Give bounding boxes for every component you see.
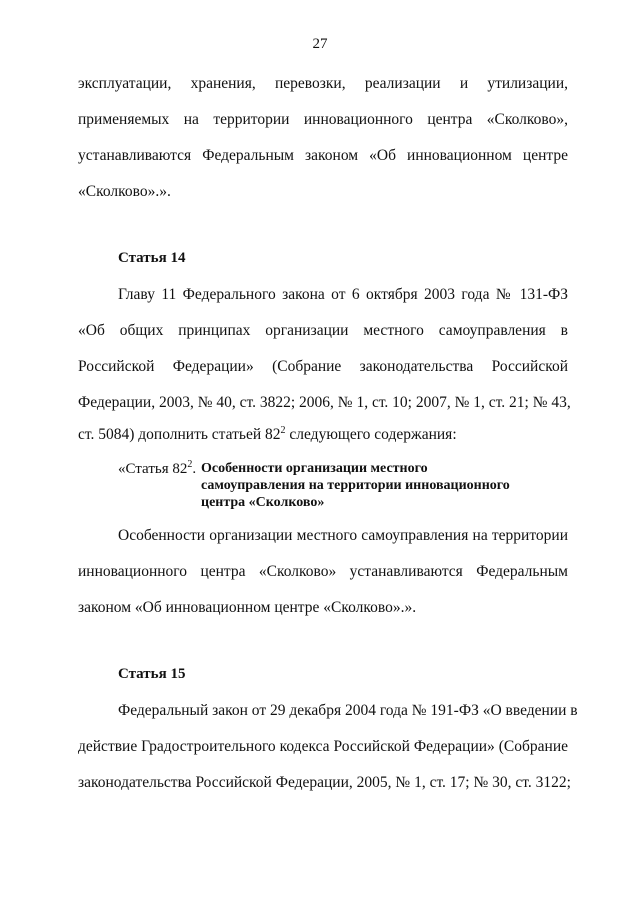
new-article-title-line-1: Особенности организации местного — [201, 461, 428, 476]
article-14-line-5 — [78, 422, 568, 444]
new-article-prefix-dot: . — [192, 461, 197, 477]
article-14-line-5-text: ст. 5084) дополнить статьей 82 — [78, 426, 281, 444]
article-15-line-3: законодательства Российской Федерации, 2005, № 1, ст. 17; № 30, ст. 3122; — [78, 774, 571, 791]
new-article-body-line-2: инновационного центра «Сколково» устанавливаются Федеральным — [78, 563, 568, 580]
article-14-line-2: «Об общих принципах организации местного самоуправления в — [78, 322, 568, 339]
article-14-heading: Статья 14 — [118, 250, 186, 266]
article-15-line-1: Федеральный закон от 29 декабря 2004 года № 191-ФЗ «О введении в — [118, 702, 578, 719]
article-14-line-4: Федерации, 2003, № 40, ст. 3822; 2006, № 1, ст. 10; 2007, № 1, ст. 21; № 43, — [78, 394, 571, 411]
intro-line-3: устанавливаются Федеральным законом «Об инновационном центре — [78, 147, 568, 164]
article-14-line-1: Главу 11 Федерального закона от 6 октября 2003 года № 131-ФЗ — [118, 286, 568, 303]
article-15-line-2: действие Градостроительного кодекса Российской Федерации» (Собрание — [78, 738, 568, 755]
new-article-body-line-1: Особенности организации местного самоуправления на территории — [118, 527, 568, 544]
article-14-line-5-end: следующего содержания: — [285, 426, 457, 444]
article-15-heading: Статья 15 — [118, 666, 186, 682]
article-14-line-5-sup: 2 — [280, 425, 286, 436]
new-article-prefix-sup: 2 — [187, 459, 193, 470]
new-article-title-line-2: самоуправления на территории инновационного — [201, 478, 510, 493]
new-article-body-line-3: законом «Об инновационном центре «Сколково».». — [78, 599, 417, 616]
intro-line-4: «Сколково».». — [78, 183, 171, 200]
new-article-prefix — [118, 459, 196, 478]
article-14-line-3: Российской Федерации» (Собрание законодательства Российской — [78, 358, 568, 375]
intro-line-2: применяемых на территории инновационного центра «Сколково», — [78, 111, 568, 128]
intro-line-1: эксплуатации, хранения, перевозки, реализации и утилизации, — [78, 75, 568, 92]
new-article-prefix-text: «Статья 82 — [118, 461, 188, 477]
new-article-title-line-3: центра «Сколково» — [201, 495, 325, 510]
page-number: 27 — [312, 36, 328, 52]
